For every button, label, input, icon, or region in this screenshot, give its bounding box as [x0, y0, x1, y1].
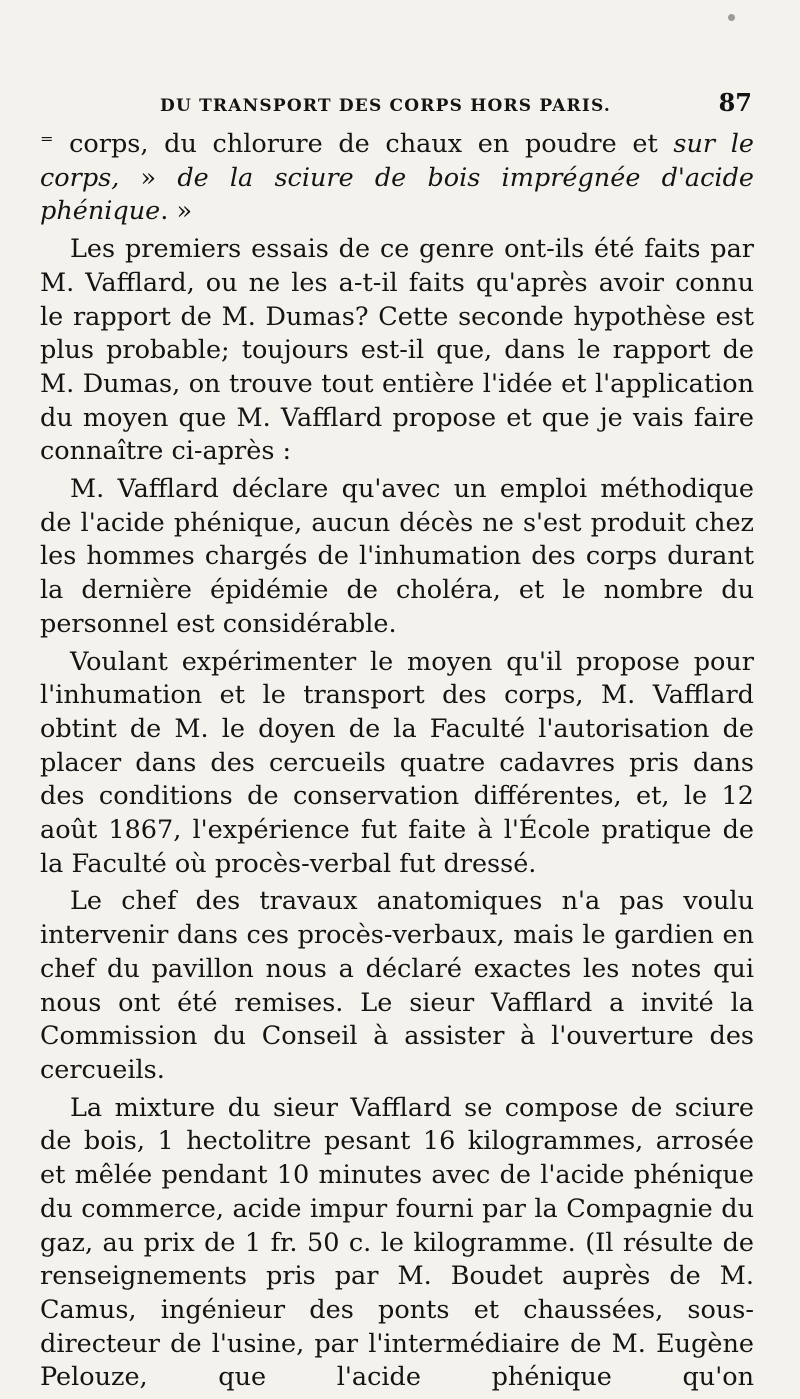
paragraph: [40, 646, 754, 882]
text-run: »: [119, 162, 178, 193]
text-run: ⁼ corps, du chlorure de chaux en poudre et: [40, 129, 674, 159]
text-run: Les premiers essais de ce genre ont-ils été faits par M. Vafflard, ou ne les a-t-il faits qu'après avoir connu le rapport de M. Dumas? Cette seconde hypothèse est plus probable; toujours est-il que, dans le rapport de M. Dumas, on trouve tout entière l'idée et l'application du moyen que M. Vafflard propose et que je vais faire connaître ci-après :: [40, 234, 754, 467]
text-run: Voulant expérimenter le moyen qu'il propose pour l'inhumation et le transport des corps, M. Vafflard obtint de M. le doyen de la Faculté l'autorisation de placer dans des cercueils quatre cadavres pris dans des conditions de conservation différentes, et, le 12 août 1867, l'expérience fut faite à l'École pratique de la Faculté où procès-verbal fut dressé.: [40, 646, 754, 879]
paragraph-continuation: [40, 128, 754, 229]
page-number: 87: [718, 88, 752, 117]
text-run: M. Vafflard déclare qu'avec un emploi méthodique de l'acide phénique, aucun décès ne s'est produit chez les hommes chargés de l'inhumation des corps durant la dernière épidémie de choléra, et le nombre du personnel est considérable.: [40, 474, 754, 639]
text-run: Le chef des travaux anatomiques n'a pas voulu intervenir dans ces procès-verbaux, mais le gardien en chef du pavillon nous a déclaré exactes les notes qui nous ont été remises. Le sieur Vafflard a invité la Commission du Conseil à assister à l'ouverture des cercueils.: [40, 886, 754, 1085]
italic-run: sur le corps,: [40, 129, 754, 193]
running-head: DU TRANSPORT DES CORPS HORS PARIS.: [160, 96, 611, 116]
page-header: [160, 88, 752, 117]
body-text: [40, 128, 754, 1399]
ink-speck: [728, 14, 735, 21]
italic-run: de la sciure de bois imprégnée d'acide phénique: [40, 162, 754, 227]
text-run: . »: [160, 196, 193, 227]
paragraph: [40, 885, 754, 1087]
text-run: La mixture du sieur Vafflard se compose de sciure de bois, 1 hectolitre pesant 16 kilogrammes, arrosée et mêlée pendant 10 minutes avec de l'acide phénique du commerce, acide impur fourni par la Compagnie du gaz, au prix de 1 fr. 50 c. le kilogramme. (Il résulte de renseignements pris par M. Boudet auprès de M. Camus, ingénieur des ponts et chaussées, sous-directeur de l'usine, par l'intermédiaire de M. Eugène Pelouze, que l'acide phénique qu'on: [40, 1092, 754, 1393]
paragraph: [40, 1092, 754, 1395]
paragraph: [40, 233, 754, 469]
paragraph: [40, 473, 754, 642]
